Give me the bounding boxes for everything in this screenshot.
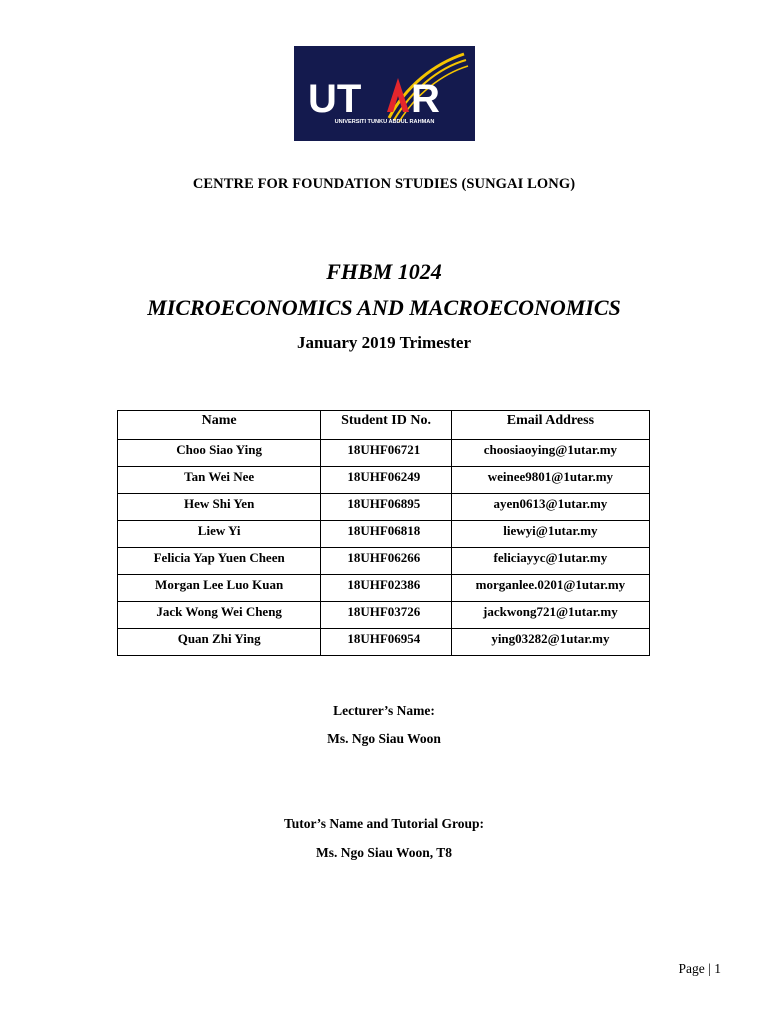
cell-email: ayen0613@1utar.my	[451, 494, 649, 521]
course-title: MICROECONOMICS AND MACROECONOMICS	[147, 295, 621, 320]
cell-name: Quan Zhi Ying	[118, 629, 321, 656]
table-row	[118, 629, 650, 656]
table-row	[118, 575, 650, 602]
cell-student-id: 18UHF06721	[321, 440, 451, 467]
cell-name: Morgan Lee Luo Kuan	[118, 575, 321, 602]
cell-student-id: 18UHF03726	[321, 602, 451, 629]
tutor-label: Tutor’s Name and Tutorial Group:	[283, 816, 485, 831]
lecturer-label: Lecturer’s Name:	[333, 703, 435, 718]
cell-email: jackwong721@1utar.my	[451, 602, 649, 629]
cell-email: choosiaoying@1utar.my	[451, 440, 649, 467]
cell-name: Hew Shi Yen	[118, 494, 321, 521]
centre-name: CENTRE FOR FOUNDATION STUDIES (SUNGAI LONG)	[192, 176, 576, 192]
cell-email: weinee9801@1utar.my	[451, 467, 649, 494]
cell-email: feliciayyc@1utar.my	[451, 548, 649, 575]
table-row	[118, 602, 650, 629]
cell-name: Choo Siao Ying	[118, 440, 321, 467]
utar-logo-graphic	[294, 46, 475, 141]
page-number: Page | 1	[678, 961, 721, 976]
cell-email: ying03282@1utar.my	[451, 629, 649, 656]
cell-student-id: 18UHF06818	[321, 521, 451, 548]
cell-student-id: 18UHF06266	[321, 548, 451, 575]
lecturer-name: Ms. Ngo Siau Woon	[327, 731, 441, 746]
cell-student-id: 18UHF06895	[321, 494, 451, 521]
table-row	[118, 494, 650, 521]
course-code: FHBM 1024	[326, 259, 442, 284]
utar-logo	[294, 46, 475, 141]
header-student-id: Student ID No.	[321, 411, 451, 440]
cell-student-id: 18UHF06249	[321, 467, 451, 494]
cell-student-id: 18UHF02386	[321, 575, 451, 602]
logo-text-ut: UT	[308, 77, 362, 121]
table-row	[118, 548, 650, 575]
cell-name: Liew Yi	[118, 521, 321, 548]
logo-subtitle: UNIVERSITI TUNKU ABDUL RAHMAN	[334, 119, 435, 125]
cell-student-id: 18UHF06954	[321, 629, 451, 656]
table-row	[118, 440, 650, 467]
cell-name: Jack Wong Wei Cheng	[118, 602, 321, 629]
logo-text-r: R	[411, 77, 440, 121]
cell-email: liewyi@1utar.my	[451, 521, 649, 548]
cell-name: Felicia Yap Yuen Cheen	[118, 548, 321, 575]
tutor-name-group: Ms. Ngo Siau Woon, T8	[315, 845, 453, 860]
cell-name: Tan Wei Nee	[118, 467, 321, 494]
header-name: Name	[118, 411, 321, 440]
trimester: January 2019 Trimester	[296, 333, 472, 352]
cell-email: morganlee.0201@1utar.my	[451, 575, 649, 602]
table-row	[118, 521, 650, 548]
table-row	[118, 467, 650, 494]
student-table	[117, 410, 650, 656]
header-email: Email Address	[451, 411, 649, 440]
table-header-row	[118, 411, 650, 440]
